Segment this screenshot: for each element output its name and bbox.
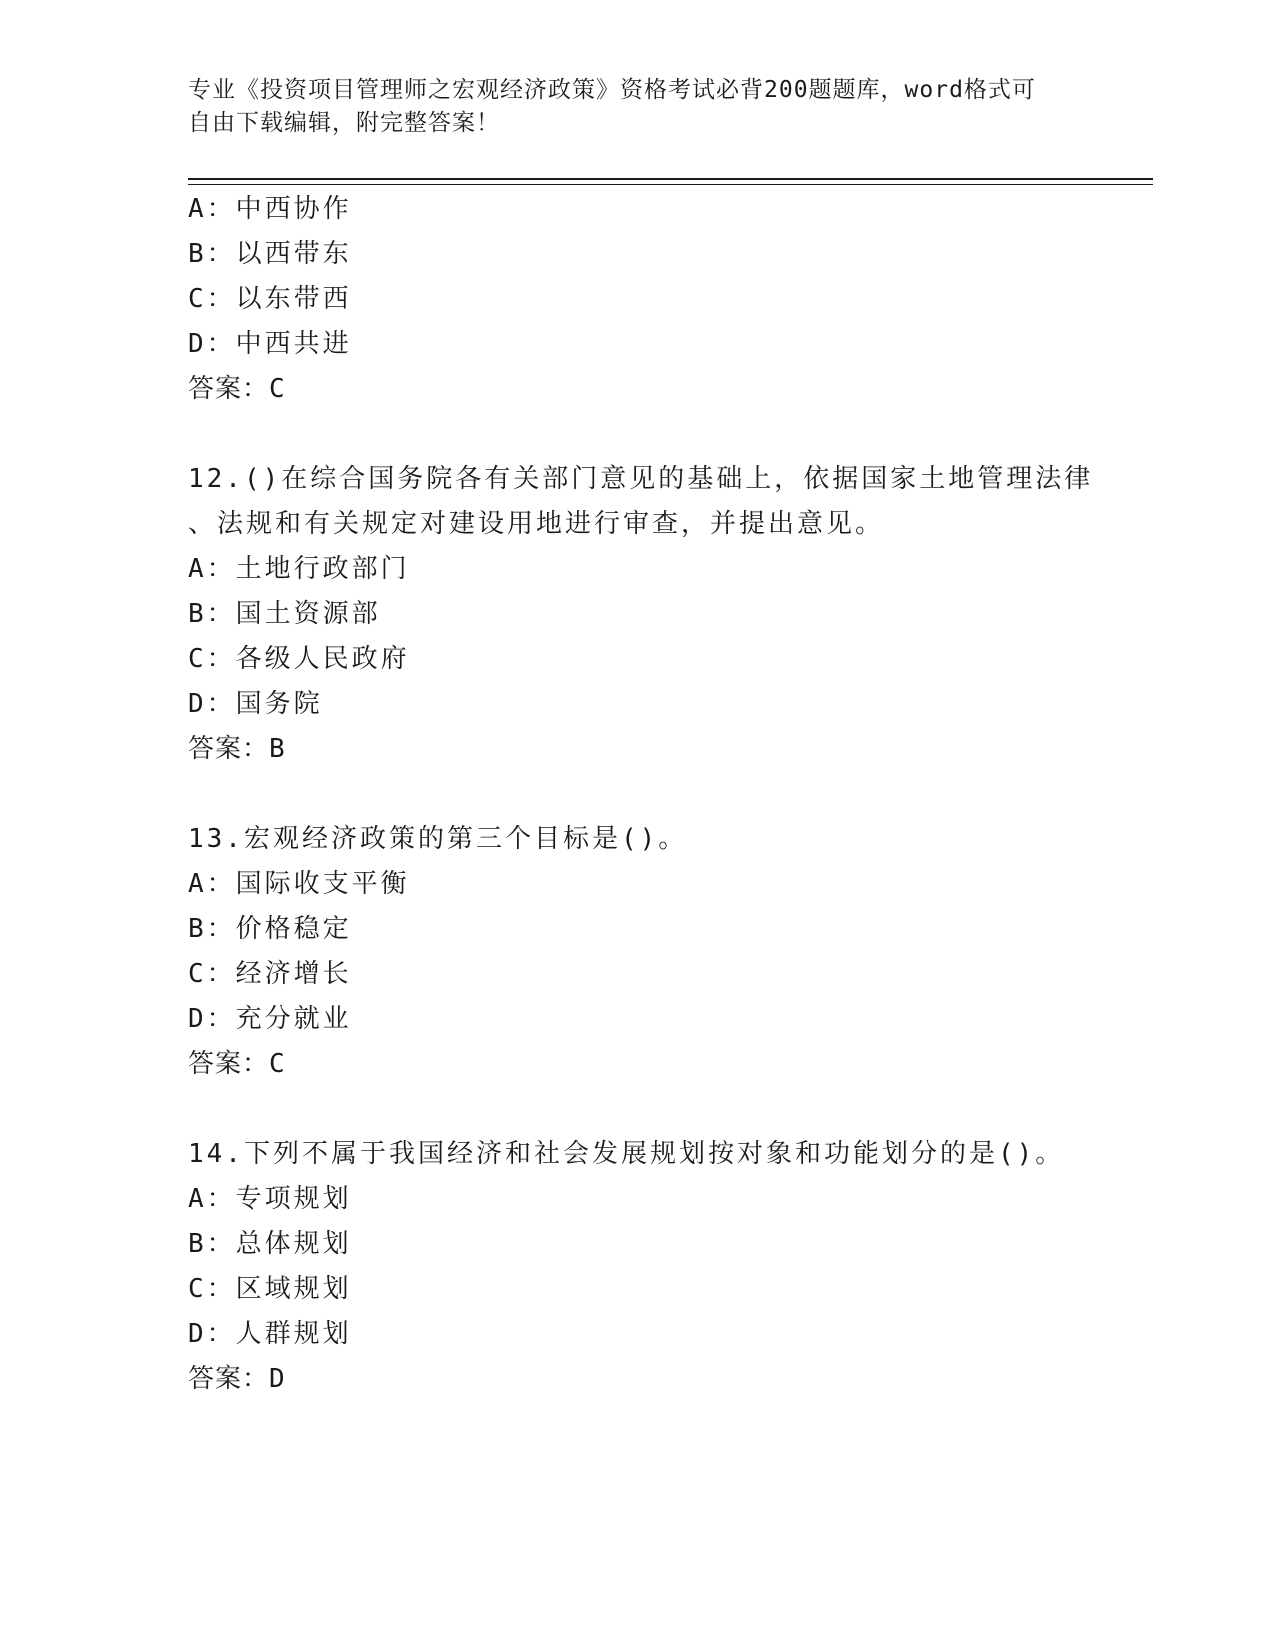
q12-stem-line-1: 12.()在综合国务院各有关部门意见的基础上，依据国家土地管理法律	[188, 464, 1094, 494]
q12-option-b: B：国土资源部	[188, 599, 381, 629]
q14-stem-line-1: 14.下列不属于我国经济和社会发展规划按对象和功能划分的是()。	[188, 1139, 1065, 1169]
q13-stem-line-1: 13.宏观经济政策的第三个目标是()。	[188, 824, 688, 854]
q12-option-d: D：国务院	[188, 689, 323, 719]
q13-option-c: C：经济增长	[188, 959, 352, 989]
answer-label: 答案：	[188, 374, 270, 404]
q14-option-a: A：专项规划	[188, 1184, 352, 1214]
q12-option-c: C：各级人民政府	[188, 644, 410, 674]
q14-option-c: C：区域规划	[188, 1274, 352, 1304]
answer-value: C	[269, 1049, 286, 1079]
q13-answer	[188, 1048, 286, 1080]
answer-label: 答案：	[188, 734, 270, 764]
document-header	[188, 74, 1068, 140]
answer-label: 答案：	[188, 1364, 270, 1394]
q11-option-d: D：中西共进	[188, 329, 352, 359]
q11-option-a: A：中西协作	[188, 194, 352, 224]
q11-answer	[188, 373, 286, 405]
answer-value: C	[269, 374, 286, 404]
q13-option-a: A：国际收支平衡	[188, 869, 410, 899]
answer-label: 答案：	[188, 1049, 270, 1079]
q11-option-b: B：以西带东	[188, 239, 352, 269]
q12-option-a: A：土地行政部门	[188, 554, 410, 584]
header-rule-thin	[188, 184, 1153, 185]
answer-value: D	[269, 1364, 286, 1394]
q13-option-d: D：充分就业	[188, 1004, 352, 1034]
header-line-1: 专业《投资项目管理师之宏观经济政策》资格考试必背200题题库，word格式可	[188, 77, 1036, 103]
q11-option-c: C：以东带西	[188, 284, 352, 314]
q12-stem-line-2: 、法规和有关规定对建设用地进行审查，并提出意见。	[188, 509, 885, 539]
q14-option-d: D：人群规划	[188, 1319, 352, 1349]
q14-answer	[188, 1363, 286, 1395]
q13-option-b: B：价格稳定	[188, 914, 352, 944]
header-line-2: 自由下载编辑，附完整答案！	[188, 110, 500, 136]
answer-value: B	[269, 734, 286, 764]
header-rule-thick	[188, 178, 1153, 180]
q12-answer	[188, 733, 286, 765]
q14-option-b: B：总体规划	[188, 1229, 352, 1259]
